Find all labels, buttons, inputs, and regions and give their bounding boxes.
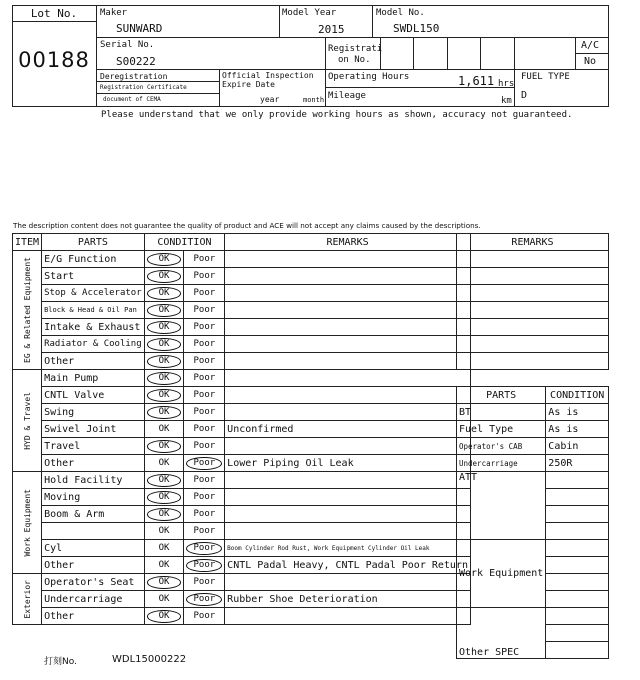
ok-cell[interactable] (144, 506, 184, 523)
ok-circled: OK (147, 508, 182, 521)
ok-circled: OK (147, 304, 182, 317)
registration-label-2: on No. (338, 55, 371, 65)
serial-label: Serial No. (100, 40, 155, 50)
inspection-label-1: Official Inspection (222, 71, 314, 80)
part-name: Swivel Joint (42, 421, 145, 438)
work-equipment-label: Work Equipment (457, 540, 546, 608)
part-name: Travel (42, 438, 145, 455)
remark (225, 251, 471, 268)
cema-label: document of CEMA (103, 96, 161, 103)
spec-part: BT (457, 404, 546, 421)
month-label: month (303, 96, 325, 104)
poor-circled: Poor (186, 593, 222, 606)
spec-condition: As is (546, 421, 609, 438)
part-name: Operator's Seat (42, 574, 145, 591)
poor-cell[interactable] (184, 438, 225, 455)
remark (225, 353, 471, 370)
ok-cell[interactable] (144, 540, 184, 557)
group-label: EG & Related Equipment (22, 257, 32, 363)
ok-circled: OK (147, 406, 182, 419)
parts-header: PARTS (42, 234, 145, 251)
ac-value: No (584, 56, 597, 67)
poor-option: Poor (193, 271, 216, 281)
poor-option: Poor (193, 322, 216, 332)
registration-label-1: Registrati (328, 44, 383, 54)
part-name (42, 523, 145, 540)
ok-cell[interactable] (144, 387, 184, 404)
table-row (13, 370, 471, 387)
poor-option: Poor (193, 577, 216, 587)
ok-cell[interactable] (144, 608, 184, 625)
table-row (13, 438, 471, 455)
ok-cell[interactable] (144, 455, 184, 472)
ok-cell[interactable] (144, 523, 184, 540)
model-year-value: 2015 (318, 23, 345, 36)
poor-cell[interactable] (184, 285, 225, 302)
part-name: Boom & Arm (42, 506, 145, 523)
poor-option: Poor (193, 373, 216, 383)
work-equipment-cell (546, 540, 609, 557)
group-label: Exterior (22, 579, 32, 619)
poor-option: Poor (193, 356, 216, 366)
remark (225, 336, 471, 353)
att-cell (546, 489, 609, 506)
table-row (13, 319, 471, 336)
ok-cell[interactable] (144, 557, 184, 574)
remarks-header: REMARKS (225, 234, 471, 251)
remark (225, 438, 471, 455)
table-row (13, 251, 471, 268)
ok-cell[interactable] (144, 472, 184, 489)
table-row (13, 506, 471, 523)
empty-row (457, 268, 609, 285)
poor-option: Poor (193, 441, 216, 451)
hrs-label: hrs (498, 79, 515, 89)
part-name: Main Pump (42, 370, 145, 387)
att-cell (546, 523, 609, 540)
spec-row (457, 472, 609, 489)
empty-cell (457, 302, 609, 319)
remark (225, 268, 471, 285)
spec-condition: Cabin (546, 438, 609, 455)
ok-cell[interactable] (144, 268, 184, 285)
table-row (13, 489, 471, 506)
spec-row (457, 421, 609, 438)
remark: Lower Piping Oil Leak (225, 455, 471, 472)
table-row (13, 387, 471, 404)
remark: Boom Cylinder Rod Rust, Work Equipment Cylinder Oil Leak (225, 540, 471, 557)
maker-label: Maker (100, 8, 128, 18)
spec-part: Undercarriage (457, 455, 546, 472)
empty-row (457, 285, 609, 302)
poor-cell[interactable] (184, 506, 225, 523)
remark (225, 506, 471, 523)
other-spec-cell (546, 642, 609, 659)
engraved-value: WDL15000222 (112, 654, 187, 665)
table-row (13, 285, 471, 302)
deregistration-label: Deregistration (100, 72, 168, 81)
table-row (13, 557, 471, 574)
ok-cell[interactable] (144, 336, 184, 353)
poor-cell[interactable] (184, 523, 225, 540)
att-cell (546, 506, 609, 523)
remark: Rubber Shoe Deterioration (225, 591, 471, 608)
ok-circled: OK (147, 270, 182, 283)
empty-row (457, 336, 609, 353)
remark (225, 319, 471, 336)
poor-cell[interactable] (184, 455, 225, 472)
right-parts-header: PARTS (457, 387, 546, 404)
part-name: Other (42, 353, 145, 370)
ok-circled: OK (147, 576, 182, 589)
poor-option: Poor (193, 509, 216, 519)
ok-option: OK (158, 458, 170, 468)
part-name: Stop & Accelerator (42, 285, 145, 302)
poor-cell[interactable] (184, 370, 225, 387)
other-spec-label: Other SPEC (457, 608, 546, 659)
poor-option: Poor (193, 390, 216, 400)
spec-condition: As is (546, 404, 609, 421)
disclaimer: The description content does not guarantee the quality of product and ACE will not accept any claims caused by the descriptions. (13, 221, 481, 230)
spec-part: Fuel Type (457, 421, 546, 438)
poor-option: Poor (193, 305, 216, 315)
ok-option: OK (158, 543, 170, 553)
ok-cell[interactable] (144, 438, 184, 455)
remark (225, 302, 471, 319)
right-parts-header-row (457, 387, 609, 404)
poor-cell[interactable] (184, 557, 225, 574)
ok-cell[interactable] (144, 574, 184, 591)
mileage-label: Mileage (328, 91, 366, 101)
group-label: HYD & Travel (22, 391, 32, 450)
poor-cell[interactable] (184, 404, 225, 421)
remark: CNTL Padal Heavy, CNTL Padal Poor Return (225, 557, 471, 574)
table-row (13, 523, 471, 540)
part-name: Undercarriage (42, 591, 145, 608)
ok-option: OK (158, 594, 170, 604)
other-spec-row (457, 608, 609, 625)
poor-cell[interactable] (184, 251, 225, 268)
part-name: Cyl (42, 540, 145, 557)
ok-circled: OK (147, 491, 182, 504)
operating-hours-value: 1,611 (458, 74, 495, 88)
poor-option: Poor (193, 424, 216, 434)
table-row (13, 455, 471, 472)
group-label-cell (13, 574, 42, 625)
ok-cell[interactable] (144, 370, 184, 387)
other-spec-cell (546, 625, 609, 642)
lot-number: 00188 (18, 48, 90, 72)
work-equipment-cell (546, 557, 609, 574)
inspection-table (12, 233, 471, 625)
ok-cell[interactable] (144, 251, 184, 268)
poor-option: Poor (193, 254, 216, 264)
part-name: Swing (42, 404, 145, 421)
remark (225, 608, 471, 625)
ok-circled: OK (147, 610, 182, 623)
ok-cell[interactable] (144, 421, 184, 438)
remark (225, 489, 471, 506)
remark (225, 285, 471, 302)
ok-cell[interactable] (144, 302, 184, 319)
spec-part: ATT (457, 472, 546, 540)
poor-cell[interactable] (184, 319, 225, 336)
part-name: Moving (42, 489, 145, 506)
part-name: Hold Facility (42, 472, 145, 489)
remark (225, 523, 471, 540)
table-row (13, 574, 471, 591)
empty-cell (457, 319, 609, 336)
poor-circled: Poor (186, 457, 222, 470)
ok-cell[interactable] (144, 404, 184, 421)
fuel-type-label: FUEL TYPE (521, 72, 570, 82)
empty-cell (457, 268, 609, 285)
poor-cell[interactable] (184, 608, 225, 625)
spec-part: Operator's CAB (457, 438, 546, 455)
hours-notice: Please understand that we only provide working hours as shown, accuracy not guaranteed. (101, 110, 573, 120)
operating-hours-label: Operating Hours (328, 72, 410, 82)
model-no-value: SWDL150 (393, 22, 440, 35)
poor-option: Poor (193, 288, 216, 298)
remark (225, 472, 471, 489)
ac-label: A/C (581, 40, 600, 51)
poor-cell[interactable] (184, 387, 225, 404)
right-remarks-table (456, 233, 609, 659)
condition-header: CONDITION (144, 234, 225, 251)
item-header: ITEM (13, 234, 42, 251)
ok-circled: OK (147, 287, 182, 300)
maker-value: SUNWARD (116, 22, 163, 35)
spec-row (457, 455, 609, 472)
table-row (13, 421, 471, 438)
ok-option: OK (158, 424, 170, 434)
part-name: Radiator & Cooling (42, 336, 145, 353)
part-name: CNTL Valve (42, 387, 145, 404)
ok-circled: OK (147, 355, 182, 368)
inspection-label-2: Expire Date (222, 80, 275, 89)
engraved-label: 打刻No. (44, 657, 77, 667)
poor-cell[interactable] (184, 302, 225, 319)
poor-cell[interactable] (184, 574, 225, 591)
poor-circled: Poor (186, 559, 222, 572)
ok-circled: OK (147, 321, 182, 334)
part-name: Other (42, 608, 145, 625)
poor-cell[interactable] (184, 268, 225, 285)
remark (225, 404, 471, 421)
part-name: Start (42, 268, 145, 285)
model-no-label: Model No. (376, 8, 425, 18)
spec-row (457, 438, 609, 455)
poor-option: Poor (193, 492, 216, 502)
empty-row (457, 353, 609, 370)
work-equipment-cell (546, 591, 609, 608)
right-remarks-header: REMARKS (457, 234, 609, 251)
part-name: Block & Head & Oil Pan (42, 302, 145, 319)
work-equipment-row (457, 540, 609, 557)
group-label-cell (13, 370, 42, 472)
table-row (13, 591, 471, 608)
table-row (13, 608, 471, 625)
table-row (13, 472, 471, 489)
poor-option: Poor (193, 339, 216, 349)
ok-circled: OK (147, 474, 182, 487)
empty-cell (457, 251, 609, 268)
empty-cell (457, 336, 609, 353)
poor-option: Poor (193, 526, 216, 536)
remark (225, 574, 471, 591)
serial-value: S00222 (116, 55, 156, 68)
work-equipment-cell (546, 574, 609, 591)
remark (225, 370, 471, 387)
gap-row (457, 370, 609, 387)
gap-cell (457, 370, 609, 387)
lot-label: Lot No. (30, 7, 78, 20)
spec-row (457, 404, 609, 421)
table-row (13, 302, 471, 319)
fuel-type-value: D (521, 90, 528, 101)
empty-cell (457, 353, 609, 370)
remark: Unconfirmed (225, 421, 471, 438)
poor-circled: Poor (186, 542, 222, 555)
ok-cell[interactable] (144, 319, 184, 336)
model-year-label: Model Year (282, 8, 337, 18)
empty-row (457, 251, 609, 268)
poor-cell[interactable] (184, 591, 225, 608)
ok-circled: OK (147, 253, 182, 266)
ok-cell[interactable] (144, 591, 184, 608)
part-name: E/G Function (42, 251, 145, 268)
ok-circled: OK (147, 338, 182, 351)
ok-circled: OK (147, 389, 182, 402)
ok-option: OK (158, 560, 170, 570)
ok-cell[interactable] (144, 285, 184, 302)
registration-certificate-label: Registration Certificate (100, 84, 187, 91)
right-condition-header: CONDITION (546, 387, 609, 404)
empty-cell (457, 285, 609, 302)
other-spec-cell (546, 608, 609, 625)
empty-row (457, 319, 609, 336)
ok-circled: OK (147, 440, 182, 453)
table-row (13, 336, 471, 353)
group-label-cell (13, 472, 42, 574)
part-name: Intake & Exhaust (42, 319, 145, 336)
ok-cell[interactable] (144, 489, 184, 506)
ok-option: OK (158, 526, 170, 536)
ok-cell[interactable] (144, 353, 184, 370)
remark (225, 387, 471, 404)
empty-row (457, 302, 609, 319)
ok-circled: OK (147, 372, 182, 385)
year-label: year (260, 95, 280, 104)
poor-cell[interactable] (184, 421, 225, 438)
table-row (13, 540, 471, 557)
poor-cell[interactable] (184, 353, 225, 370)
km-label: km (501, 96, 512, 106)
poor-option: Poor (193, 475, 216, 485)
group-label-cell (13, 251, 42, 370)
part-name: Other (42, 455, 145, 472)
table-row (13, 404, 471, 421)
spec-condition (546, 472, 609, 489)
poor-cell[interactable] (184, 336, 225, 353)
table-row (13, 268, 471, 285)
poor-cell[interactable] (184, 540, 225, 557)
poor-cell[interactable] (184, 489, 225, 506)
table-row (13, 353, 471, 370)
part-name: Other (42, 557, 145, 574)
spec-condition: 250R (546, 455, 609, 472)
poor-option: Poor (193, 407, 216, 417)
poor-cell[interactable] (184, 472, 225, 489)
poor-option: Poor (193, 611, 216, 621)
group-label: Work Equipment (22, 488, 32, 557)
